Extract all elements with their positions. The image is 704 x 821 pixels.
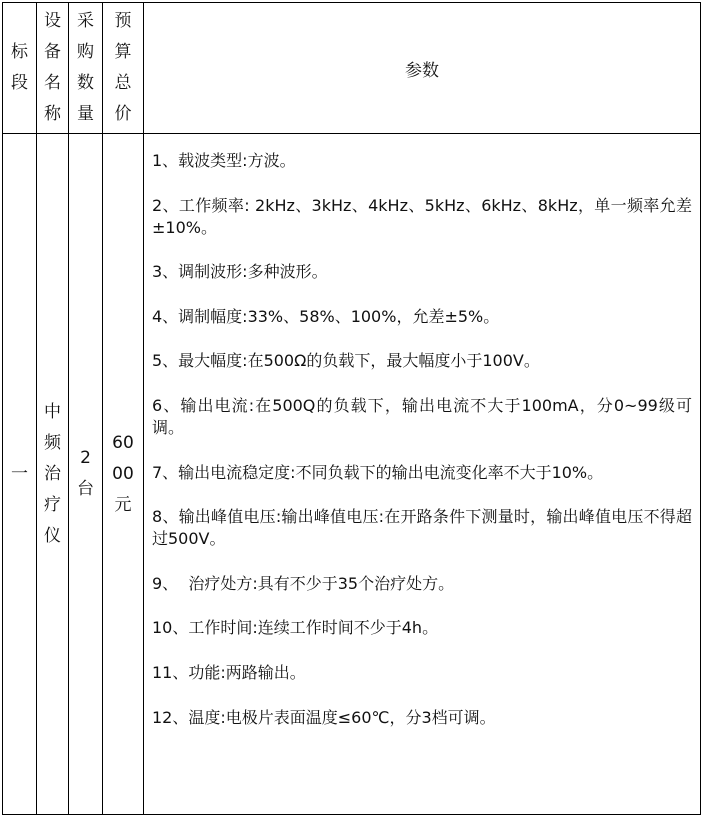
cell-params <box>144 134 701 815</box>
param-item: 8、输出峰值电压:输出峰值电压:在开路条件下测量时，输出峰值电压不得超过500V。 <box>152 507 692 549</box>
param-item: 5、最大幅度:在500Ω的负载下，最大幅度小于100V。 <box>152 351 540 371</box>
param-item: 11、功能:两路输出。 <box>152 662 306 682</box>
param-item: 10、工作时间:连续工作时间不少于4h。 <box>152 618 439 638</box>
cell-quantity: 2 台 <box>69 134 103 815</box>
procurement-table <box>2 2 701 815</box>
cell-device-name: 中 频 治 疗 仪 <box>37 134 69 815</box>
param-item: 2、工作频率: 2kHz、3kHz、4kHz、5kHz、6kHz、8kHz，单一频率允差±10%。 <box>152 195 692 237</box>
header-budget: 预 算 总 价 <box>103 3 144 134</box>
param-item: 9、 治疗处方:具有不少于35个治疗处方。 <box>152 573 455 593</box>
cell-section: 一 <box>3 134 37 815</box>
param-item: 3、调制波形:多种波形。 <box>152 262 328 282</box>
header-quantity: 采 购 数 量 <box>69 3 103 134</box>
header-params: 参数 <box>144 3 701 134</box>
param-item: 6、输出电流:在500Q的负载下，输出电流不大于100mA，分0~99级可调。 <box>152 395 692 437</box>
header-section: 标 段 <box>3 3 37 134</box>
cell-budget: 60 00 元 <box>103 134 144 815</box>
param-item: 7、输出电流稳定度:不同负载下的输出电流变化率不大于10%。 <box>152 462 604 482</box>
param-item: 4、调制幅度:33%、58%、100%，允差±5%。 <box>152 306 500 326</box>
table-header-row <box>3 3 701 134</box>
table-row <box>3 134 701 815</box>
header-device-name: 设 备 名 称 <box>37 3 69 134</box>
param-item: 12、温度:电极片表面温度≤60℃，分3档可调。 <box>152 707 496 727</box>
param-item: 1、载波类型:方波。 <box>152 151 296 170</box>
